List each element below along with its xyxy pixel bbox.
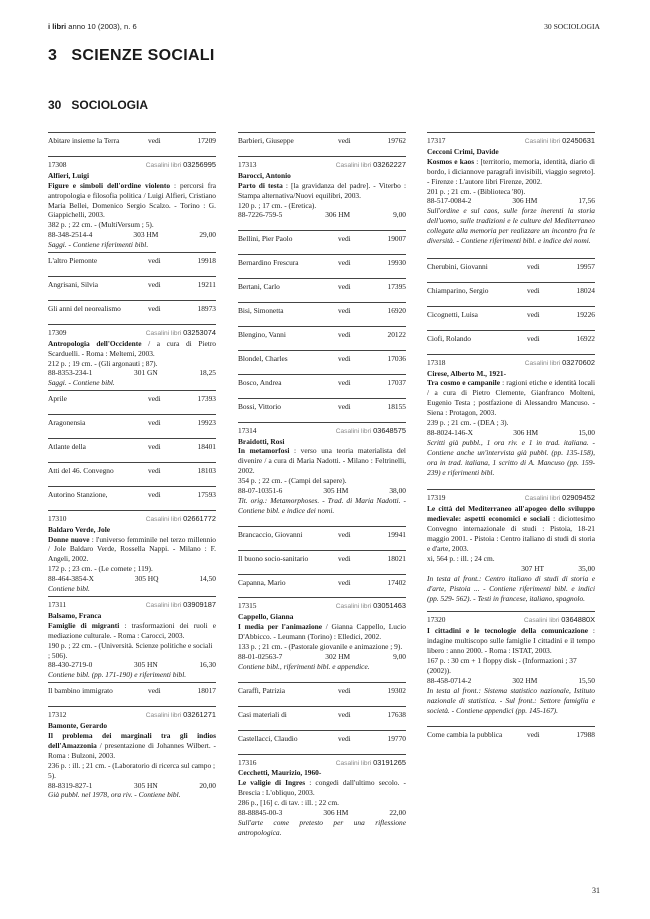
cross-reference: Casi materiali di vedi 17638: [238, 706, 406, 730]
entry-author: Baldaro Verde, Jole: [48, 524, 111, 534]
catalog-entry: 17311 Casalini libri 03909187 Balsamo, Franca Famiglie di migranti : trasformazioni dei ruoli e mediazione culturale. - Roma : Carocci, 2003. 190 p. ; 22 cm. - (Università. Scienze politiche e sociali ; 506). 88-430-2719-0 305 HN 16,30 Contiene bibl. (pp. 171-190) e riferimenti bibl.: [48, 596, 216, 682]
catalog-entry: 17310 Casalini libri 02661772 Baldaro Verde, Jole Donne nuove : l'universo femminile nel terzo millennio / Jole Baldaro Verde, Rossella Nappi. - Milano : F. Angeli, 2002. 172 p. ; 23 cm. - (Le comete ; 119). 88-464-3854-X 305 HQ 14,50 Contiene bibl.: [48, 510, 216, 596]
entry-title: Parto di testa: [238, 180, 283, 190]
catalog-entry: 17308 Casalini libri 03256995 Alfieri, Luigi Figure e simboli dell'ordine violento : percorsi fra antropologia e filosofia politica / Luigi Alfieri, Cristiano Maria Bellei, Domenico Sergio Scalzo. - Torino : G. Giappichelli, 2003. 382 p. ; 22 cm. - (MultiVersum ; 5). 88-348-2514-4 303 HM 29,00 Saggi. - Contiene riferimenti bibl.: [48, 156, 216, 252]
journal-header: [48, 22, 137, 31]
entry-number: 17313: [238, 159, 257, 169]
cross-reference: Barbieri, Giuseppe vedi 19762: [238, 132, 406, 156]
cross-reference: Abitare insieme la Terra vedi 17209: [48, 132, 216, 156]
cross-reference: Bosco, Andrea vedi 17037: [238, 374, 406, 398]
page-number: 31: [592, 886, 600, 895]
entry-code: 03191265: [373, 757, 406, 767]
entry-number: 17312: [48, 710, 67, 720]
entry-author: Cirese, Alberto M., 1921-: [427, 368, 507, 378]
entry-note: Contiene bibl. (pp. 171-190) e riferimenti bibl.: [48, 670, 187, 680]
entry-note: Scritti già pubbl., 1 ora riv. e 1 in trad. italiana. - Contiene anche un'intervista già pubbl. (pp. 135-158), ora in trad. italiana, 1 scritto di A. Mancuso (pp. 159- 239) e riferimenti bibl.: [427, 437, 595, 477]
entry-note: In testa al front.: Sistema statistico nazionale, Istituto nazionale di statistica. - Sul front.: Settore famiglia e società. - Contiene appendici (pp. 145-167).: [427, 685, 595, 715]
entry-number: 17316: [238, 757, 257, 767]
entry-author: Cappello, Gianna: [238, 612, 294, 622]
cross-reference: Bisi, Simonetta vedi 16920: [238, 302, 406, 326]
entry-note: In testa al front.: Centro italiano di studi di storia e d'arte, Pistoia ... - Contiene riferimenti bibl. e indici (pp. 529- 562). - Testi in francese, italiano, spagnolo.: [427, 573, 595, 603]
entry-title: Figure e simboli dell'ordine violento: [48, 180, 171, 190]
entry-number: 17309: [48, 327, 67, 337]
entry-code: 03648575: [373, 425, 406, 435]
column-3: [427, 132, 595, 749]
cross-reference: Bossi, Vittorio vedi 18155: [238, 398, 406, 422]
entry-title: Le valigie di Ingres: [238, 778, 306, 788]
entry-code: 03909187: [183, 600, 216, 609]
entry-code: 0364880X: [561, 615, 595, 625]
catalog-entry: 17315 Casalini libri 03051463 Cappello, Gianna I media per l'animazione / Gianna Cappello, Lucio D'Abbicco. - Leumann (Torino) : Elledici, 2002. 133 p. ; 21 cm. - (Pastorale giovanile e animazione ; 9). 88-01-02563-7 302 HM 9,00 Contiene bibl., riferimenti bibl. e appendice.: [238, 597, 406, 681]
entry-code: 03051463: [373, 601, 406, 611]
entry-description: 201 p. ; 21 cm. - (Biblioteca '80).: [427, 186, 526, 196]
catalog-entry: 17309 Casalini libri 03253074 Antropologia dell'Occidente / a cura di Pietro Scarduelli. - Roma : Meltemi, 2003. 212 p. ; 19 cm. - (Gli argonauti ; 87). 88-8353-234-1 301 GN 18,25 Saggi. - Contiene bibl.: [48, 324, 216, 390]
cross-reference: Capanna, Mario vedi 17402: [238, 574, 406, 598]
entry-description: 172 p. ; 23 cm. - (Le comete ; 119).: [48, 564, 153, 574]
catalog-entry: 17320 Casalini libri 0364880X I cittadini e le tecnologie della comunicazione : indagine multiscopo sulle famiglie I cittadini e il tempo libero : anno 2000. - Roma : ISTAT, 2003. 167 p. : 30 cm + 1 floppy disk - (Informazioni ; 37 (2002)). 88-458-0714-2 302 HM 15,50 In testa al front.: Sistema statistico nazionale, Istituto nazionale di statistica. - Sul front.: Settore famiglia e società. - Contiene appendici (pp. 145-167).: [427, 611, 595, 725]
entry-title: Il problema dei marginali tra gli indios dell'Amazzonia: [48, 730, 216, 750]
entry-number: 17319: [427, 493, 446, 503]
cross-reference: Gli anni del neorealismo vedi 18973: [48, 300, 216, 324]
entry-description: 354 p. ; 22 cm. - (Campi del sapere).: [238, 476, 347, 486]
cross-reference: Come cambia la pubblica vedi 17988: [427, 726, 595, 750]
entry-number: 17320: [427, 615, 446, 625]
entry-number: 17317: [427, 136, 446, 145]
cross-reference: Caraffi, Patrizia vedi 19302: [238, 682, 406, 706]
cross-reference: Autorino Stanzione, vedi 17593: [48, 486, 216, 510]
catalog-entry: 17316 Casalini libri 03191265 Cecchetti, Maurizio, 1960- Le valigie di Ingres : congedi dall'ultimo secolo. - Brescia : L'obliquo, 2003. 286 p., [16] c. di tav. : ill. ; 22 cm. 88-88845-00-3 306 HM 22,00 Sull'arte come pretesto per una riflessione antropologica.: [238, 754, 406, 840]
section-header: 30 SOCIOLOGIA: [544, 22, 600, 31]
entry-number: 17318: [427, 357, 446, 367]
entry-note: Saggi. - Contiene riferimenti bibl.: [48, 240, 149, 250]
column-2: [238, 132, 406, 840]
cross-reference: Aragonensia vedi 19923: [48, 414, 216, 438]
entry-description: 120 p. ; 17 cm. - (Eretica).: [238, 200, 317, 210]
entry-description: 133 p. ; 21 cm. - (Pastorale giovanile e animazione ; 9).: [238, 642, 403, 652]
entry-description: 190 p. ; 22 cm. - (Università. Scienze politiche e sociali ; 506).: [48, 640, 213, 660]
entry-note: Già pubbl. nel 1978, ora riv. - Contiene bibl.: [48, 790, 181, 800]
catalog-entry: 17313 Casalini libri 03262227 Barocci, Antonio Parto di testa : [la gravidanza del padre]. - Viterbo : Stampa alternativa/Nuovi equilibri, 2003. 120 p. ; 17 cm. - (Eretica). 88-7226-759-5 306 HM 9,00: [238, 156, 406, 230]
catalog-entry: 17317 Casalini libri 02450631 Cecconi Crimi, Davide Kosmos e kaos : [territorio, memoria, identità, diario di bordo, i diciannove paragrafi invisibili, viaggio segreto]. - Firenze : L'autore libri Firenze, 2002. 201 p. ; 21 cm. - (Biblioteca '80). 88-517-0084-2 306 HM 17,56 Sull'ordine e sul caos, sulle forze inerenti la storia dell'uomo, sulle tradizioni e le culture del Mediterraneo collegate alla memoria per realizzare un incontro fra le diversità. - Contiene riferimenti bibl. e indice dei nomi.: [427, 132, 595, 258]
entry-title: Antropologia dell'Occidente: [48, 338, 142, 348]
column-1: [48, 132, 216, 802]
catalog-entry: 17312 Casalini libri 03261271 Bamonte, Gerardo Il problema dei marginali tra gli indios dell'Amazzonia / presentazione di Johannes Wilbert. - Roma : Bulzoni, 2003. 236 p. : ill. ; 21 cm. - (Laboratorio di ricerca sul campo ; 5). 88-8319-827-1 305 HN 20,00 Già pubbl. nel 1978, ora riv. - Contiene bibl.: [48, 706, 216, 802]
cross-reference: Atlante della vedi 18401: [48, 438, 216, 462]
entry-title: Kosmos e kaos: [427, 156, 475, 166]
cross-reference: Ciofi, Rolando vedi 16922: [427, 330, 595, 354]
entry-description: 236 p. : ill. ; 21 cm. - (Laboratorio di ricerca sul campo ; 5).: [48, 760, 216, 780]
entry-description: 239 p. ; 21 cm. - (DEA ; 3).: [427, 418, 509, 428]
entry-code: 03262227: [373, 159, 406, 169]
cross-reference: Aprile vedi 17393: [48, 390, 216, 414]
entry-number: 17314: [238, 425, 257, 435]
entry-code: 03270602: [562, 357, 595, 367]
entry-author: Bamonte, Gerardo: [48, 721, 108, 731]
entry-description: 382 p. ; 22 cm. - (MultiVersum ; 5).: [48, 220, 154, 230]
entry-description: 167 p. : 30 cm + 1 floppy disk - (Informazioni ; 37 (2002)).: [427, 656, 577, 675]
entry-note: Tit. orig.: Metamorphoses. - Trad. di Maria Nadotti. - Contiene bibl. e indice dei nomi.: [238, 495, 406, 515]
running-header: [48, 22, 600, 38]
cross-reference: Brancaccio, Giovanni vedi 19941: [238, 526, 406, 550]
entry-code: 03256995: [183, 159, 216, 169]
entry-title: Tra cosmo e campanile: [427, 378, 501, 388]
section-title: 30 SOCIOLOGIA: [48, 98, 149, 112]
entry-title: Le città del Mediterraneo all'apogeo dello sviluppo medievale: aspetti economici e sociali: [427, 504, 595, 524]
cross-reference: Bernardino Frescura vedi 19930: [238, 254, 406, 278]
catalog-entry: 17318 Casalini libri 03270602 Cirese, Alberto M., 1921- Tra cosmo e campanile : ragioni etiche e identità locali / a cura di Pietro Clemente, Gianfranco Molteni, Eugenio Testa ; postfazione di Alessandro Mancuso. - Siena : Protagon, 2003. 239 p. ; 21 cm. - (DEA ; 3). 88-8024-146-X 306 HM 15,00 Scritti già pubbl., 1 ora riv. e 1 in trad. italiana. - Contiene anche un'intervista già pubbl. (pp. 135-158), ora in trad. italiana, 1 scritto di A. Mancuso (pp. 159- 239) e riferimenti bibl.: [427, 354, 595, 490]
entry-title: I media per l'animazione: [238, 622, 323, 632]
entry-note: Sull'ordine e sul caos, sulle forze inerenti la storia dell'uomo, sulle tradizioni e le culture del Mediterraneo collegate alla memoria per realizzare un incontro fra le diversità. - Contiene riferimenti bibl. e indice dei nomi.: [427, 206, 595, 246]
entry-code: 02909452: [562, 493, 595, 503]
entry-author: Barocci, Antonio: [238, 170, 291, 180]
entry-title: I cittadini e le tecnologie della comunicazione: [427, 626, 588, 636]
entry-code: 03261271: [183, 710, 216, 720]
entry-author: Balsamo, Franca: [48, 610, 102, 620]
entry-code: 02661772: [183, 513, 216, 523]
entry-title: In metamorfosi: [238, 446, 290, 456]
entry-author: Alfieri, Luigi: [48, 170, 90, 180]
cross-reference: Castellacci, Claudio vedi 19770: [238, 730, 406, 754]
entry-description: 212 p. ; 19 cm. - (Gli argonauti ; 87).: [48, 358, 158, 368]
entry-description: xi, 564 p. : ill. ; 24 cm.: [427, 553, 495, 563]
cross-reference: Bellini, Pier Paolo vedi 19007: [238, 230, 406, 254]
entry-code: 02450631: [562, 136, 595, 145]
chapter-title: 3 SCIENZE SOCIALI: [48, 47, 215, 64]
entry-note: Sull'arte come pretesto per una riflessione antropologica.: [238, 817, 406, 837]
catalog-entry: 17314 Casalini libri 03648575 Braidotti, Rosi In metamorfosi : verso una teoria materialista del divenire / a cura di Maria Nadotti. - Milano : Feltrinelli, 2002. 354 p. ; 22 cm. - (Campi del sapere). 88-07-10351-6 305 HM 38,00 Tit. orig.: Metamorphoses. - Trad. di Maria Nadotti. - Contiene bibl. e indice dei nomi.: [238, 422, 406, 526]
cross-reference: Bertani, Carlo vedi 17395: [238, 278, 406, 302]
entry-title: Famiglie di migranti: [48, 620, 120, 630]
cross-reference: Il buono socio-sanitario vedi 18021: [238, 550, 406, 574]
cross-reference: Blengino, Vanni vedi 20122: [238, 326, 406, 350]
cross-reference: Atti del 46. Convegno vedi 18103: [48, 462, 216, 486]
entry-author: Cecchetti, Maurizio, 1960-: [238, 768, 322, 778]
entry-number: 17308: [48, 159, 67, 169]
entry-number: 17311: [48, 600, 67, 609]
entry-author: Cecconi Crimi, Davide: [427, 146, 499, 156]
journal-name: i libri: [48, 22, 67, 31]
entry-number: 17310: [48, 513, 67, 523]
entry-title: Donne nuove: [48, 534, 90, 544]
entry-note: Saggi. - Contiene bibl.: [48, 378, 115, 388]
entry-author: Braidotti, Rosi: [238, 436, 285, 446]
entry-number: 17315: [238, 601, 257, 611]
cross-reference: Blondel, Charles vedi 17036: [238, 350, 406, 374]
entry-note: Contiene bibl.: [48, 584, 90, 594]
cross-reference: Chiamparino, Sergio vedi 18024: [427, 282, 595, 306]
cross-reference: Cicognetti, Luisa vedi 19226: [427, 306, 595, 330]
entry-code: 03253074: [183, 327, 216, 337]
cross-reference: L'altro Piemonte vedi 19918: [48, 252, 216, 276]
cross-reference: Cherubini, Giovanni vedi 19957: [427, 258, 595, 282]
cross-reference: Il bambino immigrato vedi 18017: [48, 682, 216, 706]
entry-description: 286 p., [16] c. di tav. : ill. ; 22 cm.: [238, 798, 339, 808]
entry-note: Contiene bibl., riferimenti bibl. e appendice.: [238, 661, 370, 671]
journal-issue: anno 10 (2003), n. 6: [68, 22, 137, 31]
cross-reference: Angrisani, Silvia vedi 19211: [48, 276, 216, 300]
catalog-entry: 17319 Casalini libri 02909452 Le città del Mediterraneo all'apogeo dello sviluppo medievale: aspetti economici e sociali : diciottesimo Convegno internazionale di studi : Pistoia, 18-21 maggio 2001. - Pistoia : Centro italiano di studi di storia e d'arte, 2003. xi, 564 p. : ill. ; 24 cm. 307 HT 35,00 In testa al front.: Centro italiano di studi di storia e d'arte, Pistoia ... - Contiene riferimenti bibl. e indici (pp. 529- 562). - Testi in francese, italiano, spagnolo.: [427, 489, 595, 611]
